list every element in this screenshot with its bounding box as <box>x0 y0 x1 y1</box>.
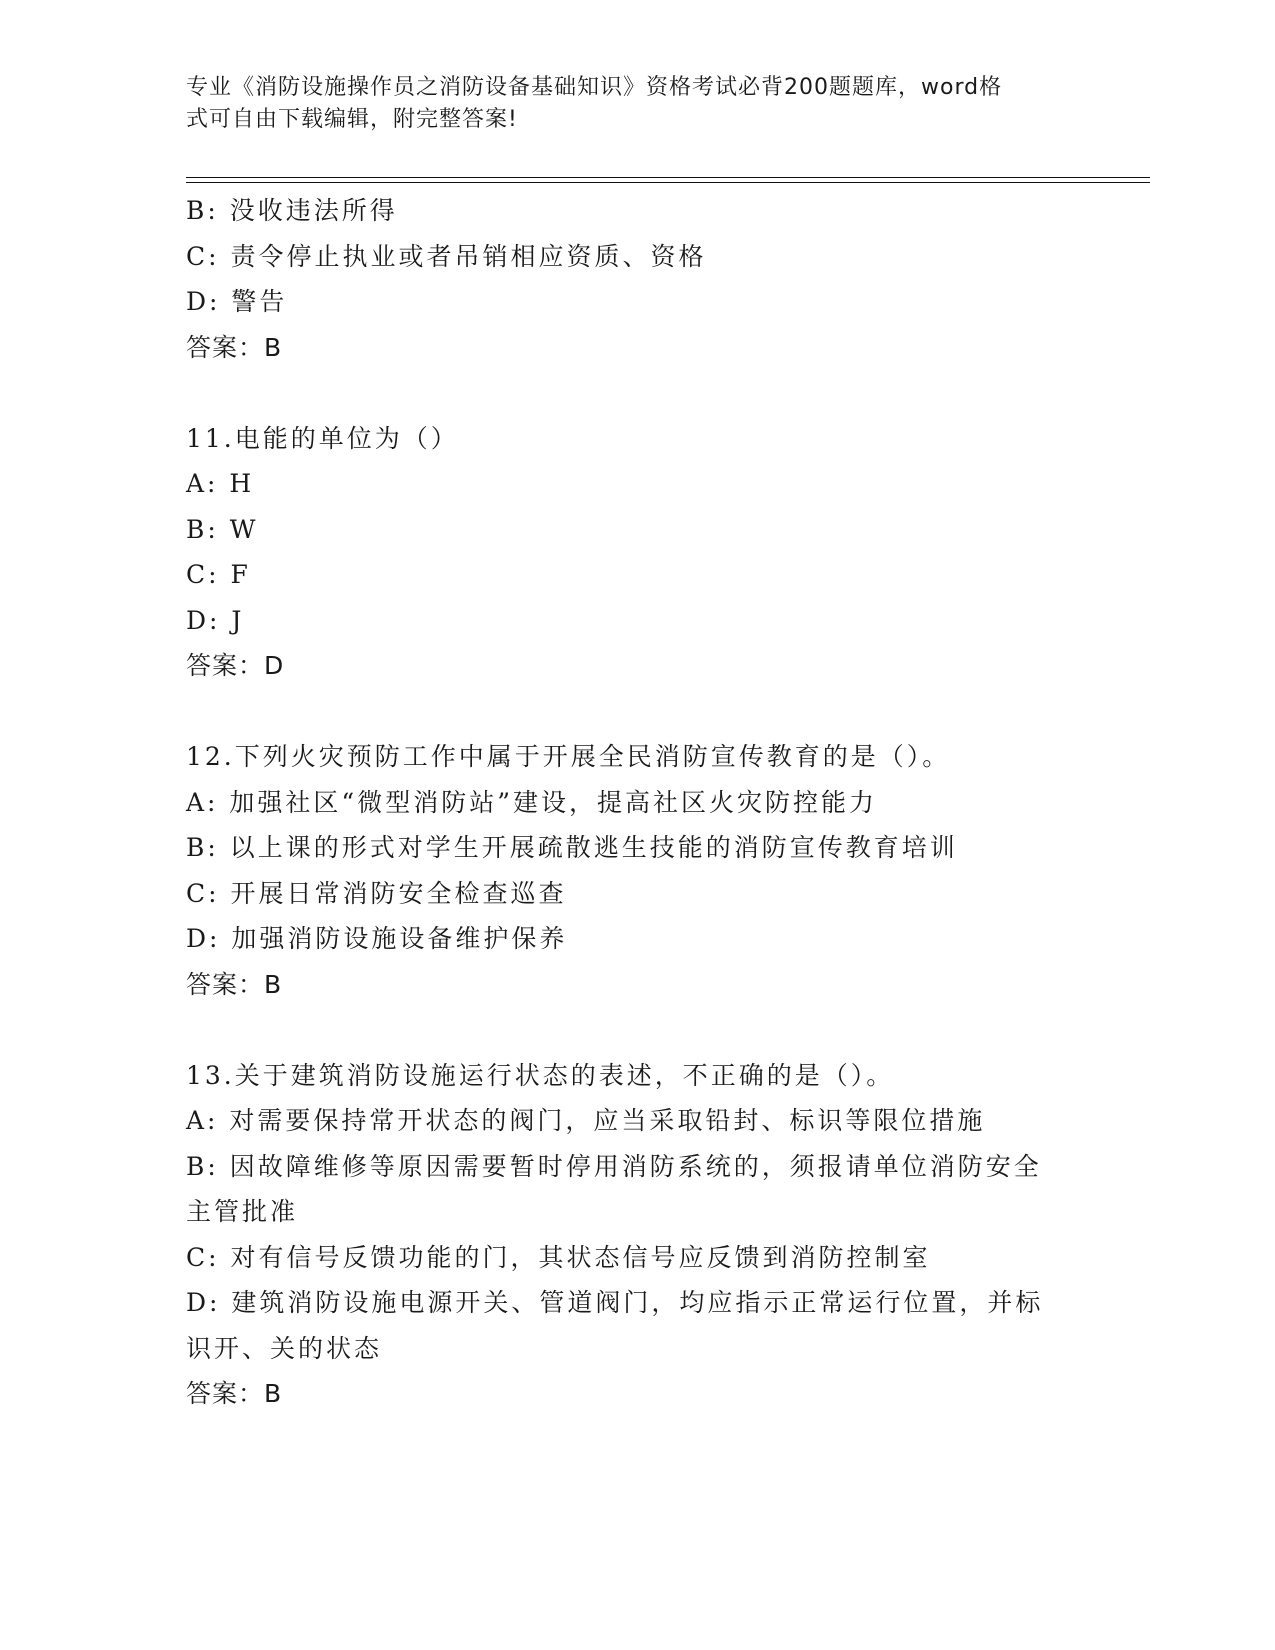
answer-line: 答案：B <box>186 1379 283 1408</box>
question-11-block <box>186 416 1086 689</box>
option-c: C: 责令停止执业或者吊销相应资质、资格 <box>186 241 707 271</box>
question-text: 11.电能的单位为（） <box>186 423 459 453</box>
option-a: A: H <box>186 469 255 498</box>
option-b: B: W <box>186 514 259 544</box>
option-b: B: 以上课的形式对学生开展疏散逃生技能的消防宣传教育培训 <box>186 833 958 862</box>
option-c: C: F <box>186 560 251 589</box>
question-list <box>186 188 1086 1417</box>
header-rule-top <box>186 177 1150 178</box>
question-12-block <box>186 734 1086 1007</box>
option-a: A: 加强社区“微型消防站”建设，提高社区火灾防控能力 <box>186 787 877 817</box>
option-d: D: J <box>186 605 245 635</box>
option-d: D: 建筑消防设施电源开关、管道阀门，均应指示正常运行位置，并标 <box>186 1288 1044 1317</box>
header-line-1: 专业《消防设施操作员之消防设备基础知识》资格考试必背200题题库，word格 <box>186 75 1003 100</box>
option-d: D: 警告 <box>186 287 288 316</box>
answer-line: 答案：B <box>186 969 283 999</box>
document-header <box>186 72 1066 136</box>
option-d: D: 加强消防设施设备维护保养 <box>186 924 568 953</box>
option-c: C: 对有信号反馈功能的门，其状态信号应反馈到消防控制室 <box>186 1242 931 1272</box>
option-d-continued: 识开、关的状态 <box>186 1333 383 1363</box>
option-c: C: 开展日常消防安全检查巡查 <box>186 878 567 908</box>
spacer <box>186 1007 1086 1053</box>
answer-line: 答案：B <box>186 332 283 362</box>
question-text: 12.下列火灾预防工作中属于开展全民消防宣传教育的是（）。 <box>186 742 951 771</box>
answer-line: 答案：D <box>186 651 285 680</box>
spacer <box>186 370 1086 416</box>
question-13-block <box>186 1053 1086 1417</box>
option-b-continued: 主管批准 <box>186 1197 299 1226</box>
option-a: A: 对需要保持常开状态的阀门，应当采取铅封、标识等限位措施 <box>186 1106 986 1135</box>
option-b: B: 没收违法所得 <box>186 196 398 225</box>
question-text: 13.关于建筑消防设施运行状态的表述，不正确的是（）。 <box>186 1060 895 1090</box>
question-10-block <box>186 188 1086 370</box>
spacer <box>186 689 1086 735</box>
header-line-2: 式可自由下载编辑，附完整答案! <box>186 107 518 132</box>
option-b: B: 因故障维修等原因需要暂时停用消防系统的，须报请单位消防安全 <box>186 1151 1042 1181</box>
header-rule-bottom <box>186 182 1150 183</box>
